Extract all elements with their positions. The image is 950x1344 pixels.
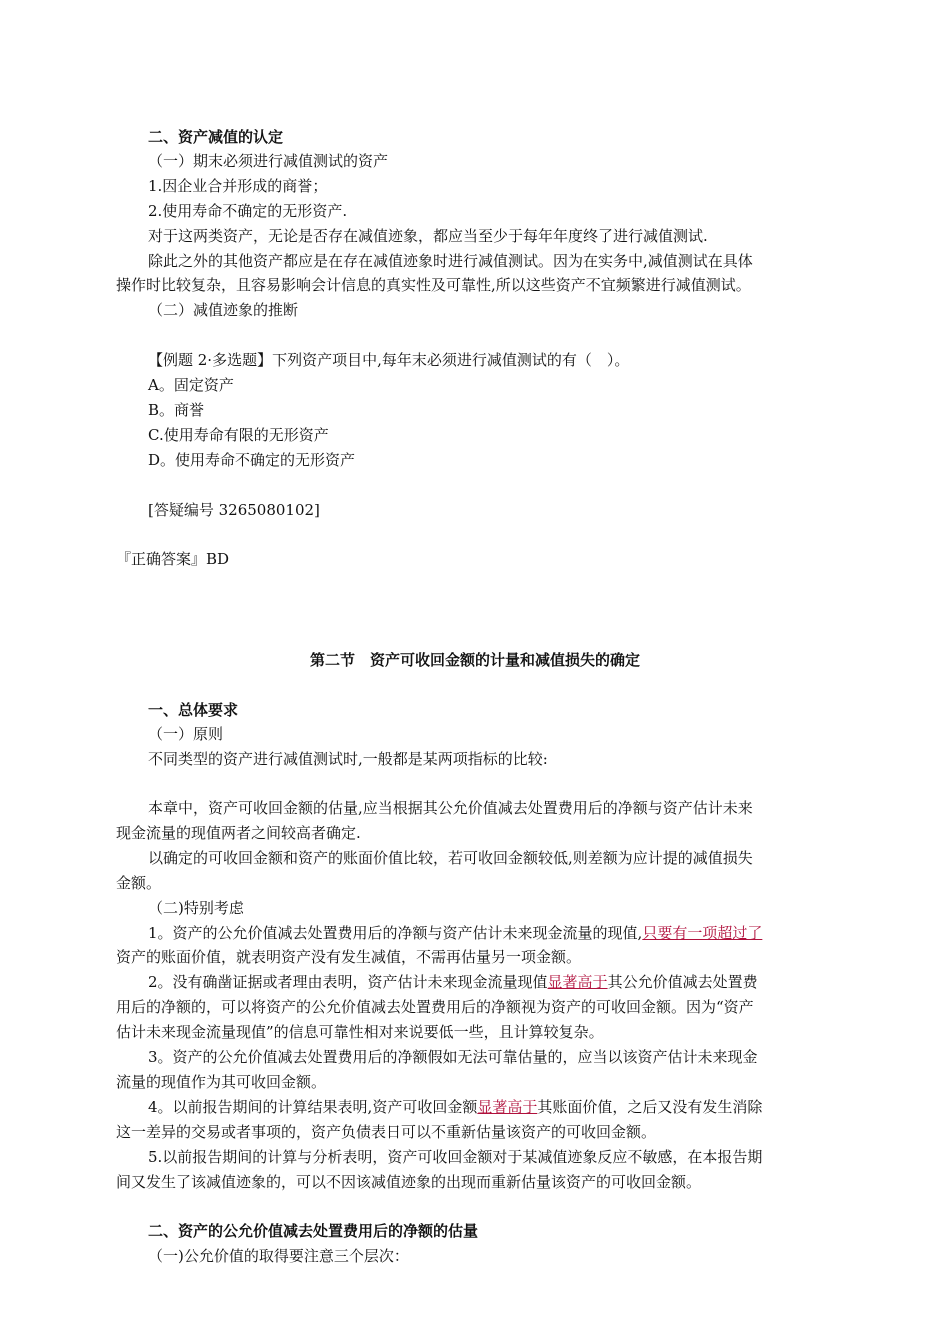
- paragraph-continued: 这一差异的交易或者事项的，资产负债表日可以不重新估量该资产的可收回金额。: [116, 1123, 657, 1141]
- example-question: 【例题 2·多选题】下列资产项目中,每年末必须进行减值测试的有（ ）。: [148, 351, 630, 369]
- highlighted-phrase: 显著高于: [477, 1098, 538, 1116]
- consideration-5: 5.以前报告期间的计算与分析表明，资产可收回金额对于某减值迹象反应不敏感，在本报告期: [148, 1148, 763, 1166]
- text-run: 2。没有确凿证据或者理由表明，资产估计未来现金流量现值: [148, 973, 548, 991]
- paragraph-continued: 金额。: [116, 874, 162, 892]
- section-heading: 一、总体要求: [148, 701, 239, 719]
- consideration-4: [148, 1096, 762, 1118]
- section-heading: 二、资产减值的认定: [148, 128, 284, 146]
- paragraph: 除此之外的其他资产都应是在存在减值迹象时进行减值测试。因为在实务中,减值测试在具体: [148, 252, 753, 270]
- option-c: C.使用寿命有限的无形资产: [148, 426, 329, 444]
- paragraph-continued: 估计未来现金流量现值”的信息可靠性相对来说要低一些，且计算较复杂。: [116, 1023, 604, 1041]
- paragraph-continued: 用后的净额的，可以将资产的公允价值减去处置费用后的净额视为资产的可收回金额。因为“资产: [116, 998, 754, 1016]
- highlighted-phrase: 显著高于: [547, 973, 608, 991]
- paragraph: 本章中，资产可收回金额的估量,应当根据其公允价值减去处置费用后的净额与资产估计未来: [148, 799, 753, 817]
- highlighted-phrase: 只要有一项超过了: [642, 924, 763, 942]
- text-run: 其公允价值减去处置费: [607, 973, 758, 991]
- paragraph-continued: 资产的账面价值，就表明资产没有发生减值，不需再估量另一项金额。: [116, 948, 582, 966]
- question-reference: [答疑编号 3265080102]: [148, 501, 320, 519]
- correct-answer: 『正确答案』BD: [116, 550, 230, 568]
- paragraph: （一)公允价值的取得要注意三个层次：: [148, 1247, 409, 1265]
- section-heading: 二、资产的公允价值减去处置费用后的净额的估量: [148, 1222, 479, 1240]
- paragraph-continued: 操作时比较复杂，且容易影响会计信息的真实性及可靠性,所以这些资产不宜频繁进行减值测试。: [116, 276, 751, 294]
- paragraph: 对于这两类资产，无论是否存在减值迹象，都应当至少于每年年度终了进行减值测试.: [148, 227, 708, 245]
- paragraph: （一）期末必须进行减值测试的资产: [148, 152, 389, 170]
- option-b: B。商誉: [148, 401, 205, 419]
- paragraph: 1.因企业合并形成的商誉；: [148, 177, 328, 195]
- paragraph: （一）原则: [148, 725, 224, 743]
- option-a: A。固定资产: [148, 376, 234, 394]
- paragraph-continued: 间又发生了该减值迹象的，可以不因该减值迹象的出现而重新估量该资产的可收回金额。: [116, 1173, 702, 1191]
- paragraph-continued: 流量的现值作为其可收回金额。: [116, 1073, 327, 1091]
- option-d: D。使用寿命不确定的无形资产: [148, 451, 356, 469]
- text-run: 其账面价值，之后又没有发生消除: [537, 1098, 763, 1116]
- paragraph: （二)特别考虑: [148, 899, 244, 917]
- text-run: 1。资产的公允价值减去处置费用后的净额与资产估计未来现金流量的现值,: [148, 924, 643, 942]
- paragraph: 不同类型的资产进行减值测试时,一般都是某两项指标的比较:: [148, 750, 548, 768]
- consideration-2: [148, 971, 758, 993]
- consideration-3: 3。资产的公允价值减去处置费用后的净额假如无法可靠估量的，应当以该资产估计未来现金: [148, 1048, 758, 1066]
- paragraph: 以确定的可收回金额和资产的账面价值比较，若可收回金额较低,则差额为应计提的减值损失: [148, 849, 753, 867]
- paragraph-continued: 现金流量的现值两者之间较高者确定.: [116, 824, 361, 842]
- text-run: 4。以前报告期间的计算结果表明,资产可收回金额: [148, 1098, 478, 1116]
- paragraph: （二）减值迹象的推断: [148, 301, 299, 319]
- consideration-1: [148, 922, 762, 944]
- paragraph: 2.使用寿命不确定的无形资产.: [148, 202, 348, 220]
- chapter-section-title: 第二节 资产可收回金额的计量和减值损失的确定: [309, 651, 640, 669]
